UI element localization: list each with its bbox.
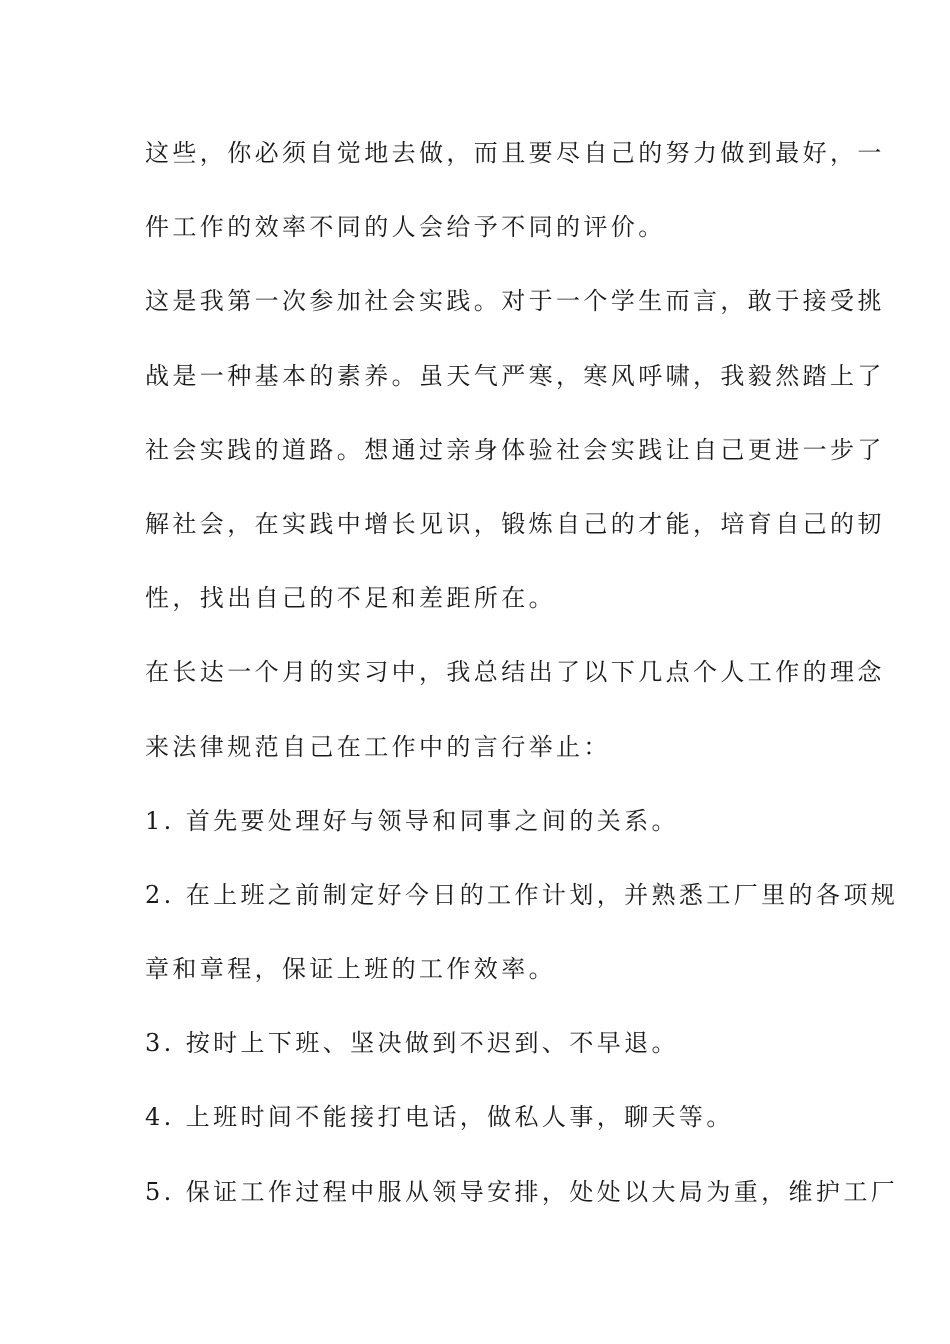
list-item-4: 4. 上班时间不能接打电话，做私人事，聊天等。 (145, 1103, 734, 1132)
text-line-6: 解社会，在实践中增长见识，锻炼自己的才能，培育自己的韧 (145, 509, 885, 538)
text-line-3: 这是我第一次参加社会实践。对于一个学生而言，敢于接受挑 (145, 287, 885, 316)
list-item-5: 5. 保证工作过程中服从领导安排，处处以大局为重，维护工厂 (145, 1177, 899, 1206)
document-body (145, 126, 899, 1239)
text-line-2: 件工作的效率不同的人会给予不同的评价。 (145, 213, 666, 242)
list-item-1: 1. 首先要处理好与领导和同事之间的关系。 (145, 806, 679, 835)
text-line-1: 这些，你必须自觉地去做，而且要尽自己的努力做到最好，一 (145, 139, 885, 167)
text-line-5: 社会实践的道路。想通过亲身体验社会实践让自己更进一步了 (145, 435, 885, 464)
text-line-7: 性，找出自己的不足和差距所在。 (145, 584, 556, 613)
text-line-9: 来法律规范自己在工作中的言行举止： (145, 732, 611, 761)
list-item-2-continued: 章和章程，保证上班的工作效率。 (145, 955, 556, 984)
text-line-8: 在长达一个月的实习中，我总结出了以下几点个人工作的理念 (145, 658, 885, 687)
list-item-2: 2. 在上班之前制定好今日的工作计划，并熟悉工厂里的各项规 (145, 880, 899, 909)
text-line-4: 战是一种基本的素养。虽天气严寒，寒风呼啸，我毅然踏上了 (145, 361, 885, 390)
list-item-3: 3. 按时上下班、坚决做到不迟到、不早退。 (145, 1029, 679, 1058)
